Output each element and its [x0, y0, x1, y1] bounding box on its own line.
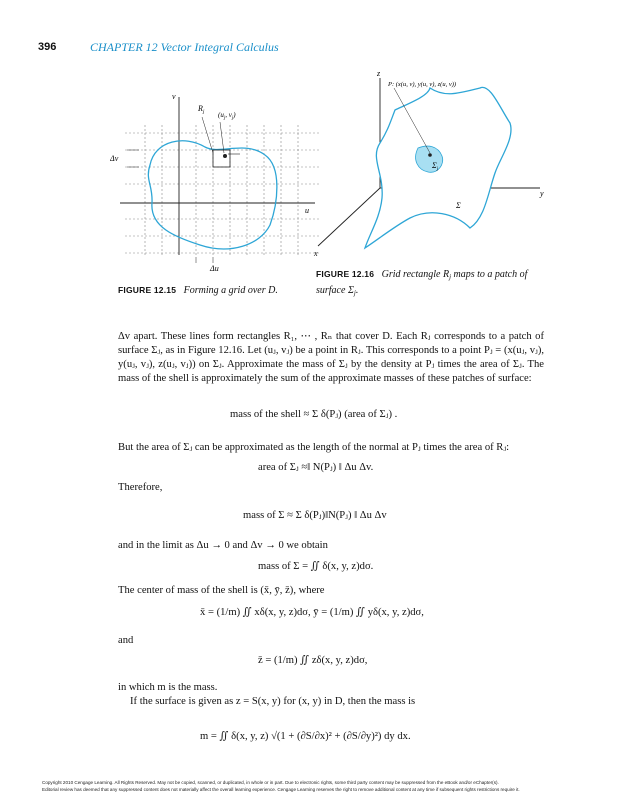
uj-vj-label: ($u_j$, $v_j$): [218, 111, 236, 121]
equation-mass-integral: mass of Σ = ∬ δ(x, y, z)dσ.: [258, 561, 374, 572]
paragraph-1: Δv apart. These lines form rectangles R₁, ⋯ , Rₙ that cover D. Each Rⱼ corresponds to a patch of surface Σⱼ, as in Figure 12.16. Let (uⱼ, vⱼ) be a point in Rⱼ. This corresponds to a point Pⱼ = (x(uⱼ, vⱼ), y(uⱼ, vⱼ), z(uⱼ, vⱼ)) on Σⱼ. Approximate the mass of Σⱼ by the density at Pⱼ times the area of Σⱼ. The mass of the shell is approximately the sum of the approximate masses of these patches of surface:: [118, 331, 544, 384]
copyright-line-2: Editorial review has deemed that any suppressed content does not materially affect the overall learning experience. Cengage Learning reserves the right to remove additional content at any time if subsequent rights restrictions require it.: [42, 787, 520, 792]
delta-v-label: Δv: [110, 154, 119, 163]
paragraph-2: But the area of Σⱼ can be approximated as the length of the normal at Pⱼ times the area of Rⱼ:: [118, 442, 510, 453]
copyright-line-1: Copyright 2010 Cengage Learning. All Rights Reserved. May not be copied, scanned, or duplicated, in whole or in part. Due to electronic rights, some third party content may be suppressed from the eBook and/or eChapter(s).: [42, 780, 499, 785]
y-axis-label: y: [540, 189, 544, 198]
paragraph-5: The center of mass of the shell is (x̄, ȳ, z̄), where: [118, 585, 325, 596]
paragraph-7: in which m is the mass.: [118, 682, 218, 693]
figure-12-16-text-3: surface Σ: [316, 285, 354, 296]
figure-12-15-label: FIGURE 12.15: [118, 285, 177, 295]
u-axis-label: u: [305, 206, 309, 215]
figure-12-16-text-2: maps to a patch of: [451, 269, 528, 280]
point-pj: [428, 153, 432, 157]
equation-center-xy: x̄ = (1/m) ∬ xδ(x, y, z)dσ, ȳ = (1/m) ∬ yδ(x, y, z)dσ,: [200, 607, 424, 618]
pj-label: P: (x(u, v), y(u, v), z(u, v)): [388, 81, 457, 88]
figure-12-16-caption: FIGURE 12.16 Grid rectangle $R_j$ maps to a patch of surface $\Sigma_j$.: [316, 269, 528, 297]
surface-label: Σ: [456, 201, 461, 210]
figure-12-15: [110, 85, 330, 280]
patch-label: $\Sigma_j$: [432, 161, 439, 172]
grid-rectangle-rj: [213, 150, 230, 167]
rj-label: $R_j$: [198, 104, 205, 115]
delta-u-label: Δu: [210, 264, 219, 273]
figure-12-16-label: FIGURE 12.16: [316, 269, 375, 279]
page-number: 396: [38, 41, 57, 53]
paragraph-4: and in the limit as Δu → 0 and Δv → 0 we obtain: [118, 540, 328, 551]
paragraph-8: If the surface is given as z = S(x, y) for (x, y) in D, then the mass is: [130, 696, 416, 707]
equation-center-z: z̄ = (1/m) ∬ zδ(x, y, z)dσ,: [258, 655, 368, 666]
paragraph-3: Therefore,: [118, 482, 163, 493]
equation-mass-graph: m = ∬ δ(x, y, z) √(1 + (∂S/∂x)² + (∂S/∂y)²) dy dx.: [200, 731, 411, 742]
v-axis-label: v: [172, 92, 176, 101]
grid-lines: [125, 125, 320, 255]
figure-12-16: [310, 68, 550, 263]
equation-mass-shell: mass of the shell ≈ Σ δ(Pⱼ) (area of Σⱼ) .: [230, 409, 398, 420]
paragraph-6: and: [118, 635, 134, 646]
point-uj-vj: [223, 154, 227, 158]
figure-12-16-text-1: Grid rectangle R: [381, 269, 450, 280]
figure-12-15-caption: [118, 284, 278, 297]
point-leader: [220, 122, 224, 153]
equation-area: area of Σⱼ ≈‖ N(Pⱼ) ‖ Δu Δv.: [258, 462, 374, 473]
x-axis-label: x: [314, 249, 318, 258]
equation-mass-sum: mass of Σ ≈ Σ δ(Pⱼ)‖N(Pⱼ) ‖ Δu Δv: [243, 510, 387, 521]
figure-12-15-text: Forming a grid over D.: [183, 285, 278, 296]
chapter-title: CHAPTER 12 Vector Integral Calculus: [90, 40, 279, 54]
z-axis-label: z: [377, 69, 381, 78]
